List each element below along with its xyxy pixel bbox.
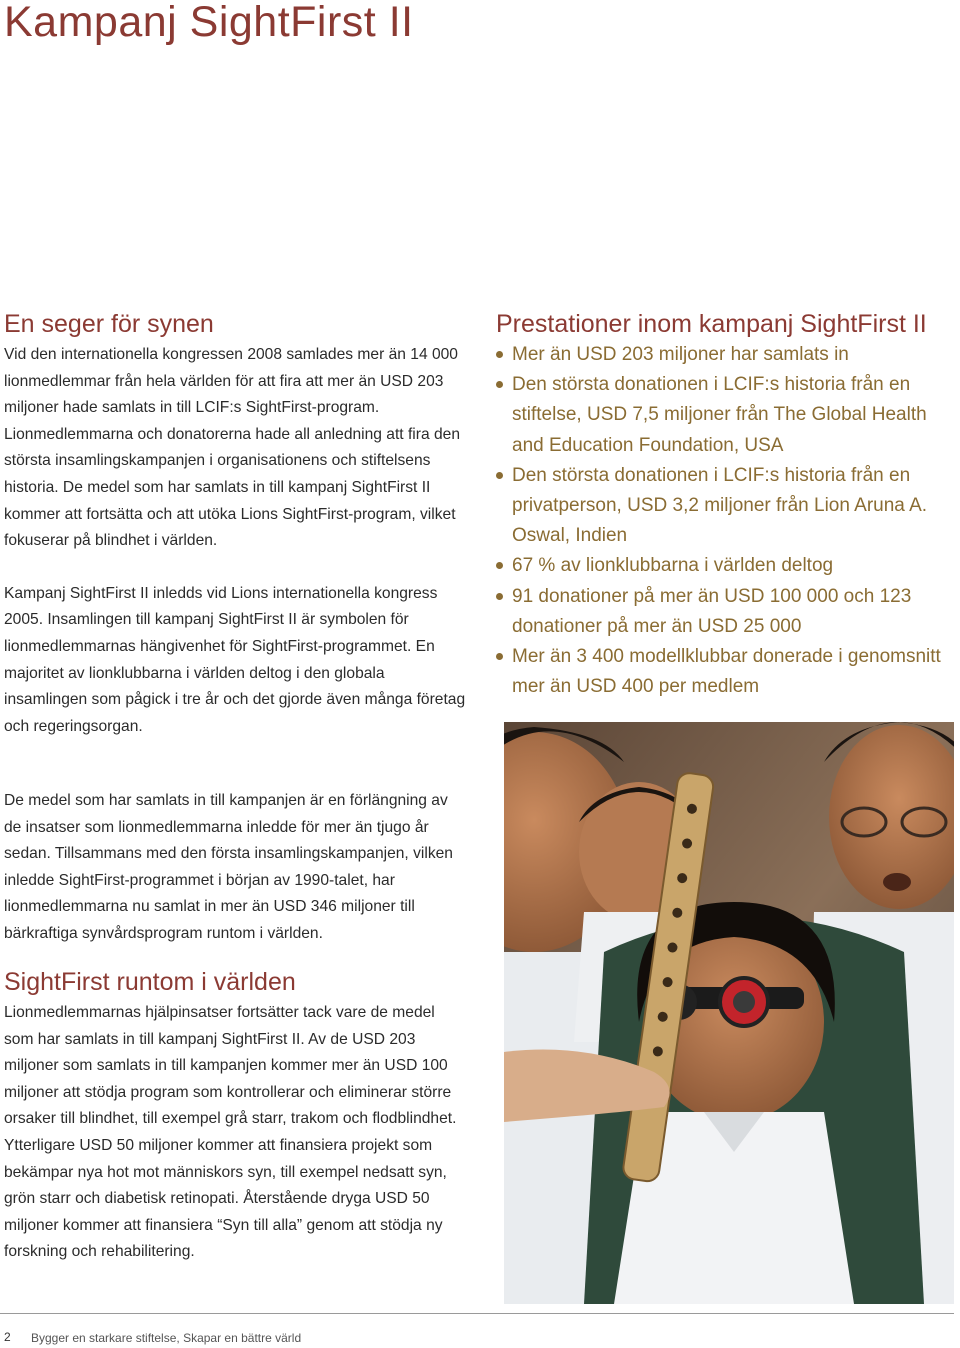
campaign-paragraph: Kampanj SightFirst II inledds vid Lions internationella kongress 2005. Insamlingen till kampanj SightFirst II är symbolen för lionmedlemmarnas hängivenhet för SightFirst-programmet. En majoritet av lionklubbarna i världen deltog i den globala insamlingen som pågick i tre år och det gjorde även många företag och regeringsorgan. xyxy=(4,584,466,735)
world-heading: SightFirst runtom i världen xyxy=(4,968,296,996)
footer-divider xyxy=(0,1313,954,1314)
bullet-icon xyxy=(496,653,503,660)
achievement-text: 91 donationer på mer än USD 100 000 och 123 donationer på mer än USD 25 000 xyxy=(512,585,912,637)
page-title: Kampanj SightFirst II xyxy=(4,0,414,46)
eye-test-photo xyxy=(504,722,954,1304)
bullet-icon xyxy=(496,351,503,358)
list-item xyxy=(496,370,958,461)
bullet-icon xyxy=(496,562,503,569)
footer-text: Bygger en starkare stiftelse, Skapar en bättre värld xyxy=(31,1331,302,1345)
page-number: 2 xyxy=(4,1330,11,1344)
achievement-text: 67 % av lionklubbarna i världen deltog xyxy=(512,555,834,577)
list-item xyxy=(496,582,958,642)
list-item xyxy=(496,551,958,581)
achievement-text: Den största donationen i LCIF:s historia från en stiftelse, USD 7,5 miljoner från The Global Health and Education Foundation, USA xyxy=(512,374,927,456)
bullet-icon xyxy=(496,381,503,388)
intro-paragraph: Vid den internationella kongressen 2008 samlades mer än 14 000 lionmedlemmar från hela världen för att fira att mer än USD 203 miljoner hade samlats in till LCIF:s SightFirst-program. Lionmedlemmarna och donatorerna hade all anledning att fira den största insamlingskampanjen i organisationens och stiftelsens historia. De medel som har samlats in till kampanj SightFirst II kommer att fortsätta och att utöka Lions SightFirst-program, vilket fokuserar på blindhet i världen. xyxy=(4,346,460,550)
achievements-heading: Prestationer inom kampanj SightFirst II xyxy=(496,310,927,338)
achievement-text: Mer än USD 203 miljoner har samlats in xyxy=(512,344,849,365)
achievements-section xyxy=(496,309,958,702)
photo-illustration xyxy=(504,722,954,1304)
achievement-text: Den största donationen i LCIF:s historia från en privatperson, USD 3,2 miljoner från Lion Aruna A. Oswal, Indien xyxy=(512,464,928,547)
extension-paragraph: De medel som har samlats in till kampanjen är en förlängning av de insatser som lionmedlemmarna inledde för mer än tjugo år sedan. Tillsammans med den första insamlingskampanjen, vilken inledde SightFirst-programmet i början av 1990-talet, har lionmedlemmarna nu samlat in mer än USD 346 miljoner till bärkraftiga synvårdsprogram runtom i världen. xyxy=(4,792,453,942)
intro-section xyxy=(4,309,466,740)
extension-section xyxy=(4,788,466,948)
achievement-text: Mer än 3 400 modellklubbar donerade i genomsnitt mer än USD 400 per medlem xyxy=(512,646,941,698)
bullet-icon xyxy=(496,593,503,600)
intro-heading: En seger för synen xyxy=(4,310,214,338)
world-paragraph: Lionmedlemmarnas hjälpinsatser fortsätter tack vare de medel som har samlats in till kampanj SightFirst II. Av de USD 203 miljoner som samlats in till kampanjen kommer mer än USD 100 miljoner att stödja program som kontrollerar och eliminerar större orsaker till blindhet, till exempel grå starr, trakom och flodblindhet. Ytterligare USD 50 miljoner kommer att finansiera projekt som bekämpar nya hot mot människors syn, till exempel nedsatt syn, grön starr och diabetisk retinopati. Återstående dryga USD 50 miljoner kommer att finansiera “Syn till alla” genom att stödja ny forskning och rehabilitering. xyxy=(4,1004,457,1261)
bullet-icon xyxy=(496,472,503,479)
list-item xyxy=(496,461,958,552)
list-item xyxy=(496,642,958,702)
world-section xyxy=(4,967,466,1266)
list-item xyxy=(496,340,958,370)
achievements-list xyxy=(496,340,958,702)
